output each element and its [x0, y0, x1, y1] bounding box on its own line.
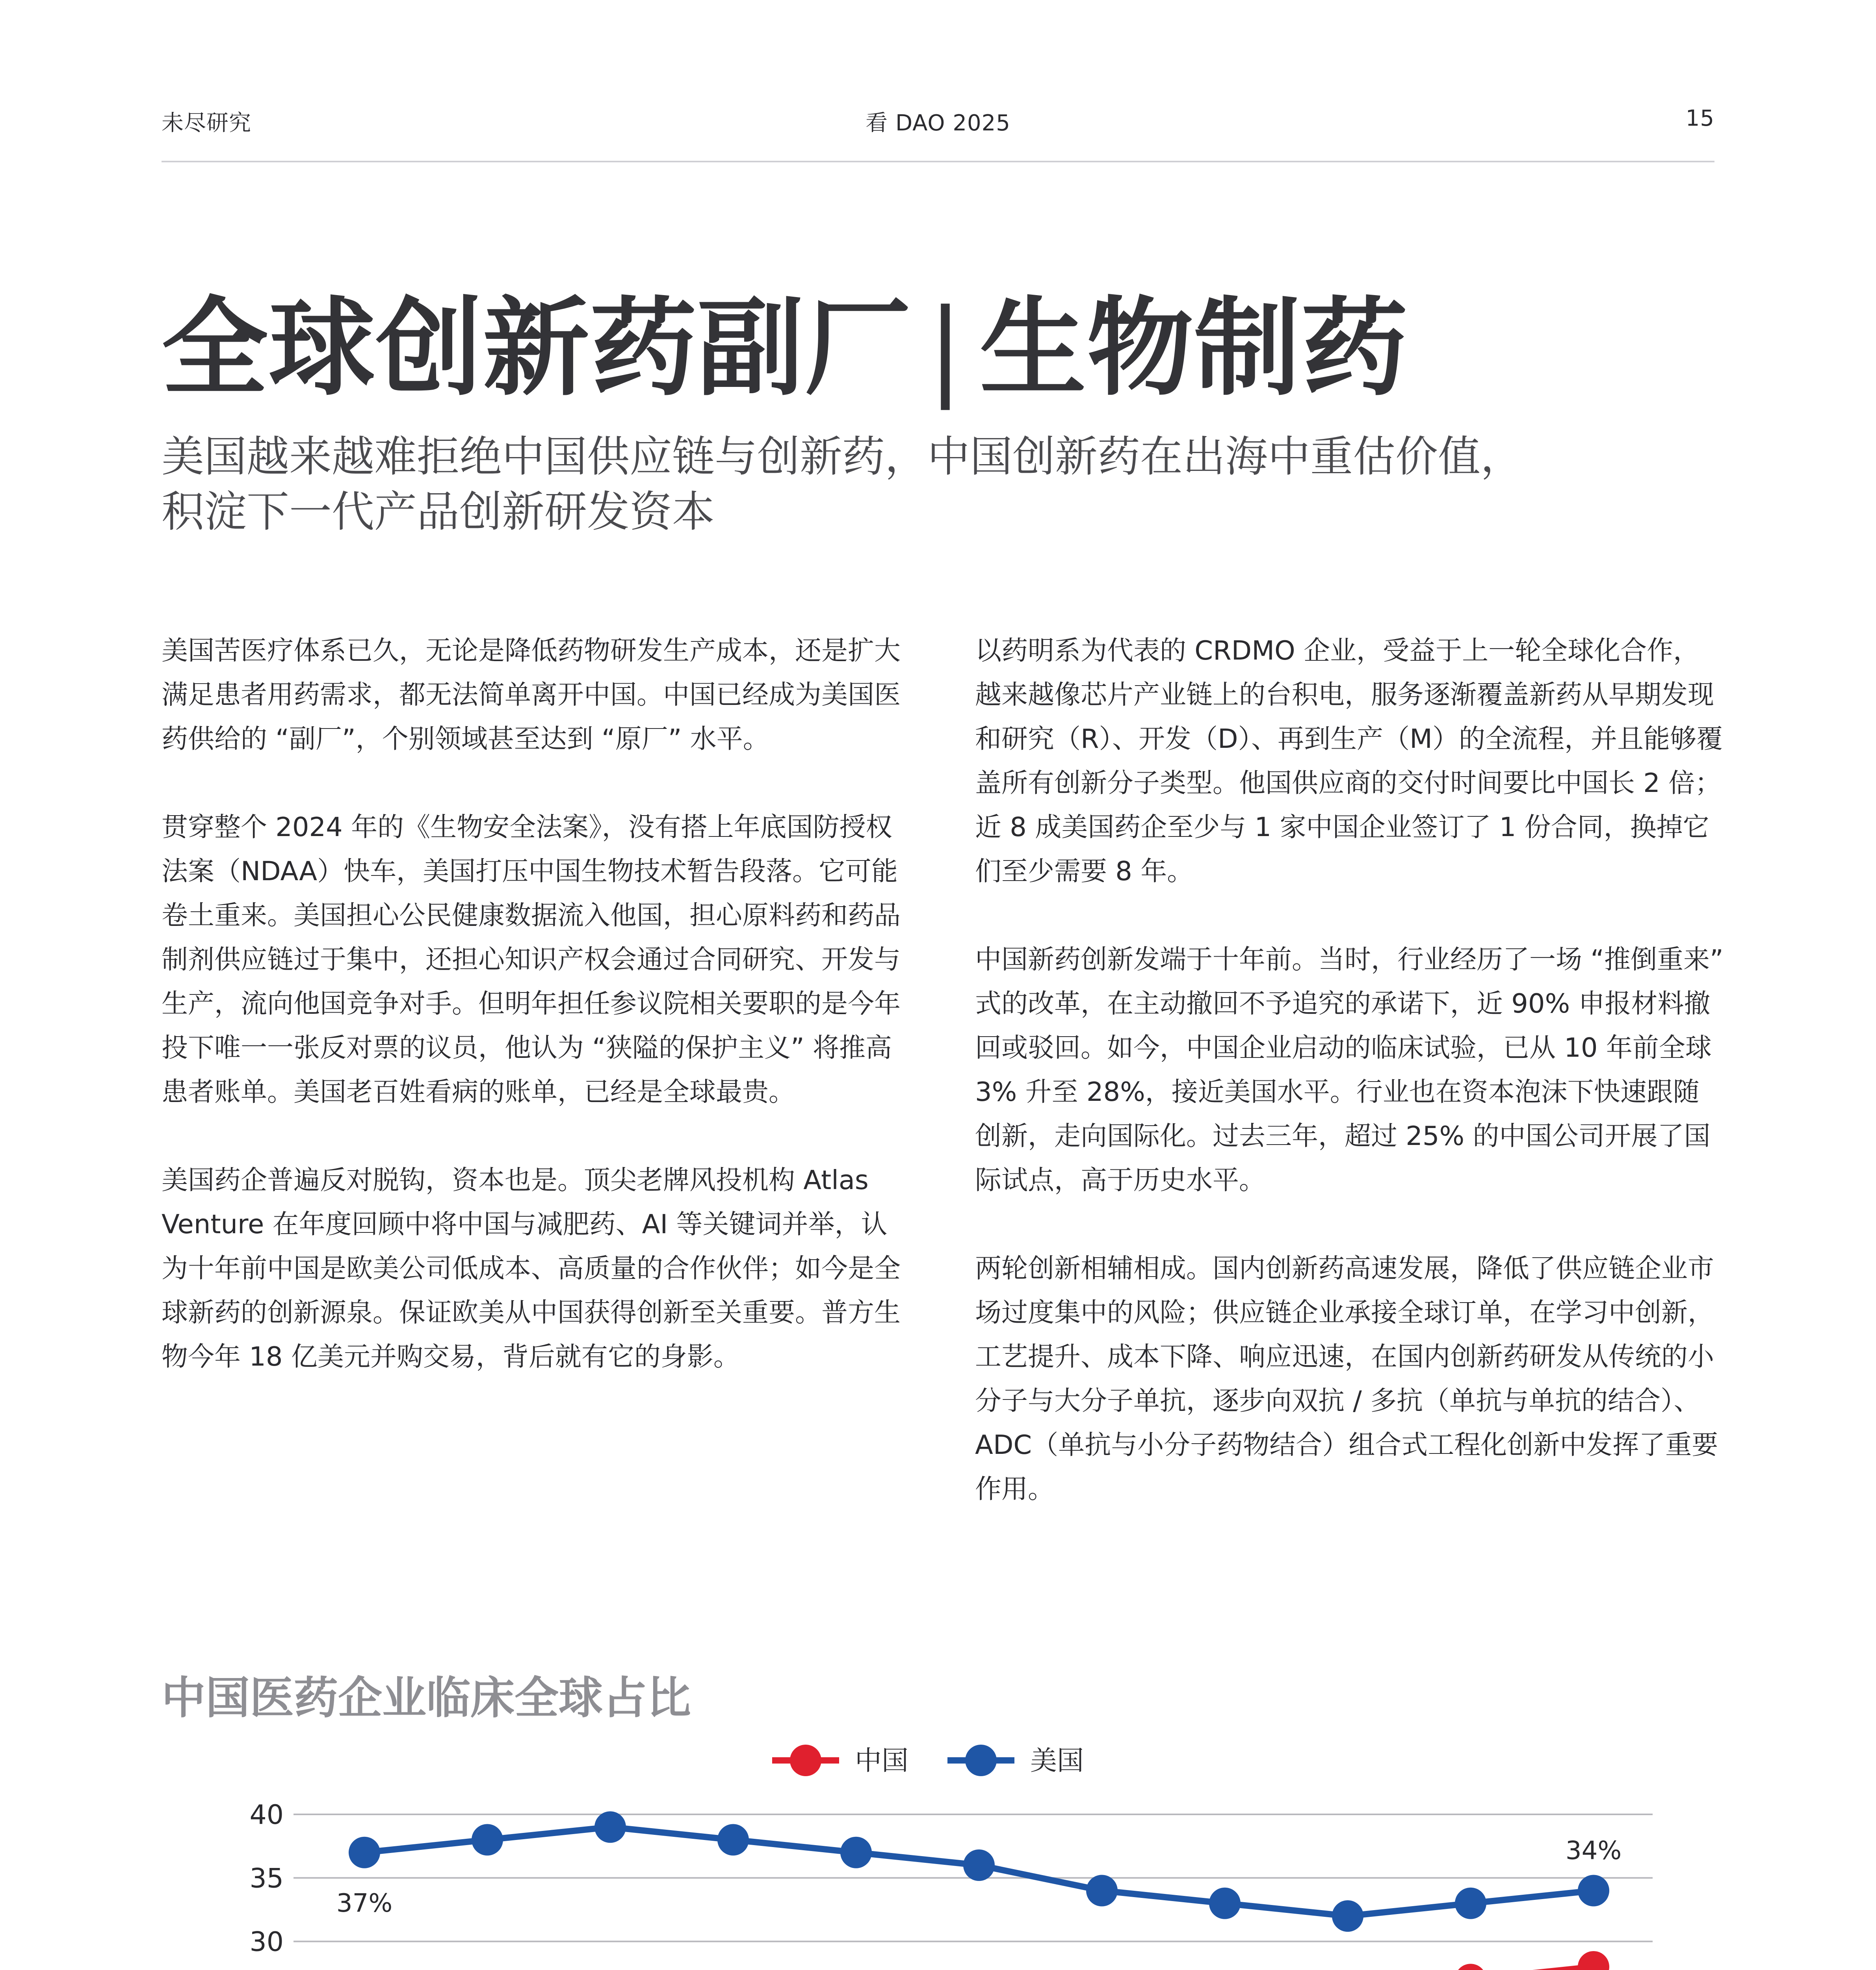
- series-line-中国: [364, 1967, 1594, 1970]
- data-point-美国: [840, 1837, 872, 1868]
- title-main: 全球创新药副厂: [162, 286, 912, 410]
- page-number: 15: [1685, 106, 1714, 131]
- header-publication: 看 DAO 2025: [866, 110, 1010, 136]
- paragraph: 贯穿整个 2024 年的《生物安全法案》，没有搭上年底国防授权法案（NDAA）快车，美国打压中国生物技术暂告段落。它可能卷土重来。美国担心公民健康数据流入他国，担心原料药和药品制剂供应链过于集中，还担心知识产权会通过合同研究、开发与生产，流向他国竞争对手。但明年担任参议院相关要职的是今年投下唯一一张反对票的议员，他认为 “狭隘的保护主义” 将推高患者账单。美国老百姓看病的账单，已经是全球最贵。: [162, 812, 901, 1107]
- legend-marker-美国: [965, 1745, 997, 1776]
- data-point-美国: [717, 1824, 749, 1856]
- data-point-美国: [594, 1811, 626, 1843]
- paragraph: 中国新药创新发端于十年前。当时，行业经历了一场 “推倒重来” 式的改革，在主动撤回不予追究的承诺下，近 90% 申报材料撤回或驳回。如今，中国企业启动的临床试验，已从 10 年前全球 3% 升至 28%，接近美国水平。行业也在资本泡沫下快速跟随创新，走向国际化。过去三年，超过 25% 的中国公司开展了国际试点，高于历史水平。: [975, 944, 1724, 1195]
- data-point-美国: [1209, 1888, 1241, 1919]
- subtitle-line: 积淀下一代产品创新研发资本: [162, 487, 715, 537]
- data-label: 34%: [1565, 1836, 1622, 1866]
- data-point-美国: [1086, 1875, 1118, 1907]
- title-secondary: 生物制药: [979, 286, 1408, 410]
- data-point-美国: [963, 1849, 995, 1881]
- legend-label: 中国: [855, 1745, 909, 1777]
- data-point-美国: [1455, 1888, 1486, 1919]
- data-label: 37%: [336, 1888, 393, 1918]
- data-point-中国: [1455, 1964, 1486, 1970]
- header-brand: 未尽研究: [162, 110, 251, 136]
- paragraph: 美国苦医疗体系已久，无论是降低药物研发生产成本，还是扩大满足患者用药需求，都无法简单离开中国。中国已经成为美国医药供给的 “副厂”，个别领域甚至达到 “原厂” 水平。: [162, 635, 901, 754]
- legend-marker-中国: [790, 1745, 821, 1776]
- chart-title: 中国医药企业临床全球占比: [162, 1673, 691, 1724]
- y-tick-label: 30: [249, 1926, 284, 1958]
- y-tick-label: 40: [249, 1799, 284, 1831]
- data-point-美国: [349, 1837, 380, 1868]
- paragraph: 以药明系为代表的 CRDMO 企业，受益于上一轮全球化合作，越来越像芯片产业链上的台积电，服务逐渐覆盖新药从早期发现和研究（R）、开发（D）、再到生产（M）的全流程，并且能够覆盖所有创新分子类型。他国供应商的交付时间要比中国长 2 倍；近 8 成美国药企至少与 1 家中国企业签订了 1 份合同，换掉它们至少需要 8 年。: [975, 635, 1723, 886]
- paragraph: 美国药企普遍反对脱钩，资本也是。顶尖老牌风投机构 Atlas Venture 在年度回顾中将中国与减肥药、AI 等关键词并举，认为十年前中国是欧美公司低成本、高质量的合作伙伴；如今是全球新药的创新源泉。保证欧美从中国获得创新至关重要。普方生物今年 18 亿美元并购交易，背后就有它的身影。: [162, 1165, 901, 1372]
- data-point-美国: [1578, 1875, 1609, 1907]
- legend-label: 美国: [1030, 1745, 1084, 1777]
- title-separator: |: [927, 286, 964, 410]
- y-tick-label: 35: [249, 1863, 284, 1894]
- data-point-美国: [472, 1824, 503, 1856]
- subtitle-line: 美国越来越难拒绝中国供应链与创新药，中国创新药在出海中重估价值，: [162, 432, 1523, 481]
- data-point-美国: [1332, 1900, 1363, 1932]
- data-point-中国: [1578, 1951, 1609, 1970]
- paragraph: 两轮创新相辅相成。国内创新药高速发展，降低了供应链企业市场过度集中的风险；供应链企业承接全球订单，在学习中创新，工艺提升、成本下降、响应迅速，在国内创新药研发从传统的小分子与大分子单抗，逐步向双抗 / 多抗（单抗与单抗的结合）、ADC（单抗与小分子药物结合）组合式工程化创新中发挥了重要作用。: [975, 1253, 1718, 1504]
